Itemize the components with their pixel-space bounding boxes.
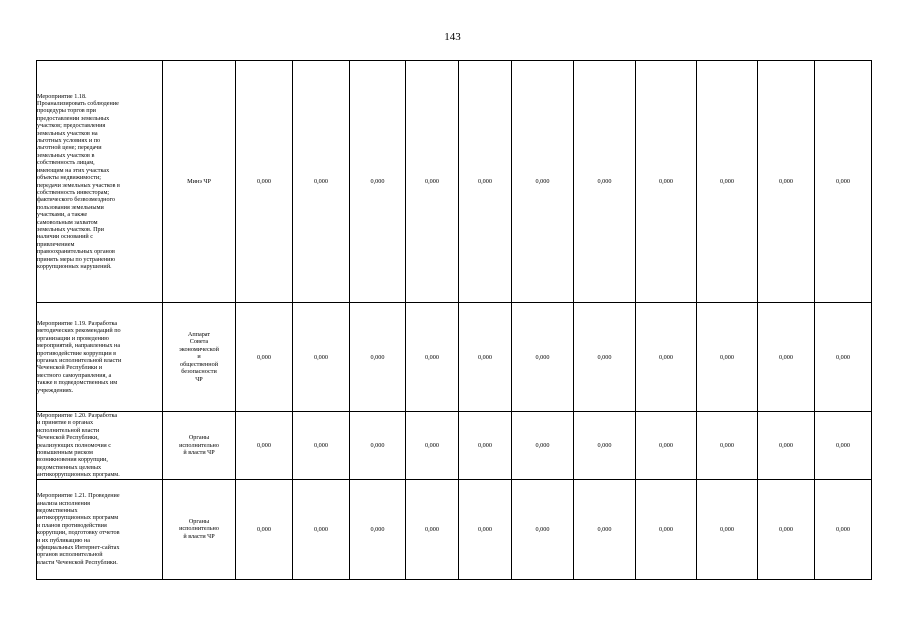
activity-description-cell bbox=[37, 61, 163, 303]
description-line: официальных Интернет-сайтах bbox=[37, 543, 120, 551]
value-cell: 0,000 bbox=[574, 479, 636, 579]
table-row bbox=[37, 479, 872, 579]
value-cell: 0,000 bbox=[815, 61, 872, 303]
value-cell: 0,000 bbox=[574, 303, 636, 412]
value-cell: 0,000 bbox=[350, 61, 406, 303]
value-cell: 0,000 bbox=[350, 412, 406, 480]
value-cell: 0,000 bbox=[636, 61, 697, 303]
value-cell: 0,000 bbox=[636, 412, 697, 480]
description-line: противодействие коррупции в bbox=[37, 349, 117, 357]
table-row bbox=[37, 303, 872, 412]
value-cell: 0,000 bbox=[406, 61, 459, 303]
description-line: антикоррупционных программ. bbox=[37, 471, 120, 479]
executor-line: й власти ЧР bbox=[183, 449, 215, 457]
description-line: передачи земельных участков в bbox=[37, 181, 120, 189]
value-cell: 0,000 bbox=[459, 412, 512, 480]
description-line: наличии оснований с bbox=[37, 233, 94, 241]
description-line: местного самоуправления, а bbox=[37, 371, 112, 379]
executor-line: общественной bbox=[179, 360, 219, 368]
executor-line: Аппарат bbox=[187, 331, 211, 339]
description-line: самовольным захватом bbox=[37, 218, 98, 226]
description-line: повышенным риском bbox=[37, 449, 93, 457]
description-line: органов исполнительной bbox=[37, 551, 103, 559]
value-cell: 0,000 bbox=[406, 412, 459, 480]
description-line: коррупции, подготовку отчетов bbox=[37, 529, 120, 537]
value-cell: 0,000 bbox=[815, 303, 872, 412]
description-line: собственность лицам, bbox=[37, 159, 95, 167]
description-line: исполнительной власти bbox=[37, 426, 100, 434]
executor-line: исполнительно bbox=[179, 525, 219, 533]
program-table bbox=[36, 60, 872, 580]
value-cell: 0,000 bbox=[815, 412, 872, 480]
value-cell: 0,000 bbox=[236, 61, 293, 303]
description-line: собственность инвесторам; bbox=[37, 188, 110, 196]
description-line: ведомственных целевых bbox=[37, 463, 102, 471]
value-cell: 0,000 bbox=[758, 303, 815, 412]
executor-line: Совета bbox=[189, 338, 209, 346]
executor-line: безопасности bbox=[181, 368, 217, 376]
activity-description-cell bbox=[37, 479, 163, 579]
executor-cell bbox=[163, 479, 236, 579]
value-cell: 0,000 bbox=[350, 479, 406, 579]
description-line: возникновения коррупции, bbox=[37, 456, 108, 464]
value-cell: 0,000 bbox=[758, 412, 815, 480]
value-cell: 0,000 bbox=[574, 412, 636, 480]
executor-line: и bbox=[197, 353, 201, 361]
executor-line: ЧР bbox=[195, 375, 203, 383]
value-cell: 0,000 bbox=[636, 479, 697, 579]
description-line: Мероприятие 1.21. Проведение bbox=[37, 492, 120, 500]
value-cell: 0,000 bbox=[636, 303, 697, 412]
description-line: льготных условиях и по bbox=[37, 137, 101, 145]
description-line: и принятие в органах bbox=[37, 419, 94, 427]
value-cell: 0,000 bbox=[697, 412, 758, 480]
value-cell: 0,000 bbox=[293, 479, 350, 579]
value-cell: 0,000 bbox=[459, 479, 512, 579]
description-line: Мероприятие 1.19. Разработка bbox=[37, 319, 118, 327]
description-line: методических рекомендаций по bbox=[37, 327, 121, 335]
description-line: антикоррупционных программ bbox=[37, 514, 119, 522]
description-line: земельных участков на bbox=[37, 129, 98, 137]
value-cell: 0,000 bbox=[574, 61, 636, 303]
activity-description-cell bbox=[37, 303, 163, 412]
page-number: 143 bbox=[444, 31, 461, 43]
description-line: участками, а также bbox=[37, 211, 88, 219]
value-cell: 0,000 bbox=[697, 61, 758, 303]
description-line: Мероприятие 1.20. Разработка bbox=[37, 412, 118, 419]
description-line: пользования земельными bbox=[37, 203, 104, 211]
description-line: и планов противодействия bbox=[37, 521, 107, 529]
description-line: власти Чеченской Республики. bbox=[37, 558, 118, 566]
value-cell: 0,000 bbox=[697, 303, 758, 412]
description-line: Мероприятие 1.18. bbox=[37, 92, 87, 100]
value-cell: 0,000 bbox=[406, 479, 459, 579]
value-cell: 0,000 bbox=[293, 61, 350, 303]
activity-description-cell bbox=[37, 412, 163, 480]
value-cell: 0,000 bbox=[293, 412, 350, 480]
description-line: правоохранительных органов bbox=[37, 248, 115, 256]
value-cell: 0,000 bbox=[293, 303, 350, 412]
description-line: процедуры торгов при bbox=[37, 107, 96, 115]
value-cell: 0,000 bbox=[350, 303, 406, 412]
executor-line: Минэ ЧР bbox=[187, 177, 211, 185]
value-cell: 0,000 bbox=[236, 479, 293, 579]
description-line: земельных участков. При bbox=[37, 225, 104, 233]
value-cell: 0,000 bbox=[406, 303, 459, 412]
executor-cell bbox=[163, 61, 236, 303]
description-line: реализующих полномочия с bbox=[37, 441, 111, 449]
table-row bbox=[37, 61, 872, 303]
executor-line: Органы bbox=[188, 518, 210, 526]
description-line: льготной цене; передачи bbox=[37, 144, 102, 152]
description-line: также в подведомственных им bbox=[37, 379, 118, 387]
description-line: коррупционных нарушений. bbox=[37, 262, 112, 270]
description-line: мероприятий, направленных на bbox=[37, 342, 121, 350]
description-line: анализа исполнения bbox=[37, 499, 90, 507]
executor-cell bbox=[163, 412, 236, 480]
value-cell: 0,000 bbox=[697, 479, 758, 579]
description-line: Чеченской Республики, bbox=[37, 434, 99, 442]
description-line: учреждениях. bbox=[37, 386, 74, 394]
value-cell: 0,000 bbox=[815, 479, 872, 579]
value-cell: 0,000 bbox=[512, 303, 574, 412]
description-line: Проанализировать соблюдение bbox=[37, 100, 119, 108]
value-cell: 0,000 bbox=[758, 479, 815, 579]
value-cell: 0,000 bbox=[459, 303, 512, 412]
value-cell: 0,000 bbox=[459, 61, 512, 303]
executor-line: й власти ЧР bbox=[183, 532, 215, 540]
value-cell: 0,000 bbox=[512, 412, 574, 480]
table-row bbox=[37, 412, 872, 480]
description-line: принять меры по устранению bbox=[37, 255, 116, 263]
executor-line: Органы bbox=[188, 434, 210, 442]
description-line: предоставлении земельных bbox=[37, 114, 110, 122]
description-line: органах исполнительной власти bbox=[37, 357, 122, 364]
description-line: имеющим на этих участках bbox=[37, 166, 110, 174]
description-line: объекты недвижимости; bbox=[37, 174, 101, 182]
description-line: Чеченской Республики и bbox=[37, 364, 103, 372]
description-line: участков; предоставления bbox=[37, 122, 106, 130]
value-cell: 0,000 bbox=[758, 61, 815, 303]
description-line: организации и проведению bbox=[37, 334, 109, 342]
value-cell: 0,000 bbox=[236, 412, 293, 480]
value-cell: 0,000 bbox=[236, 303, 293, 412]
description-line: и их публикацию на bbox=[37, 536, 91, 544]
description-line: ведомственных bbox=[37, 506, 78, 514]
description-line: фактического безвозмездного bbox=[37, 196, 116, 204]
value-cell: 0,000 bbox=[512, 61, 574, 303]
executor-line: экономической bbox=[179, 345, 219, 353]
description-line: земельных участков в bbox=[37, 151, 95, 159]
executor-line: исполнительно bbox=[179, 441, 219, 449]
value-cell: 0,000 bbox=[512, 479, 574, 579]
executor-cell bbox=[163, 303, 236, 412]
description-line: привлечением bbox=[37, 240, 75, 248]
